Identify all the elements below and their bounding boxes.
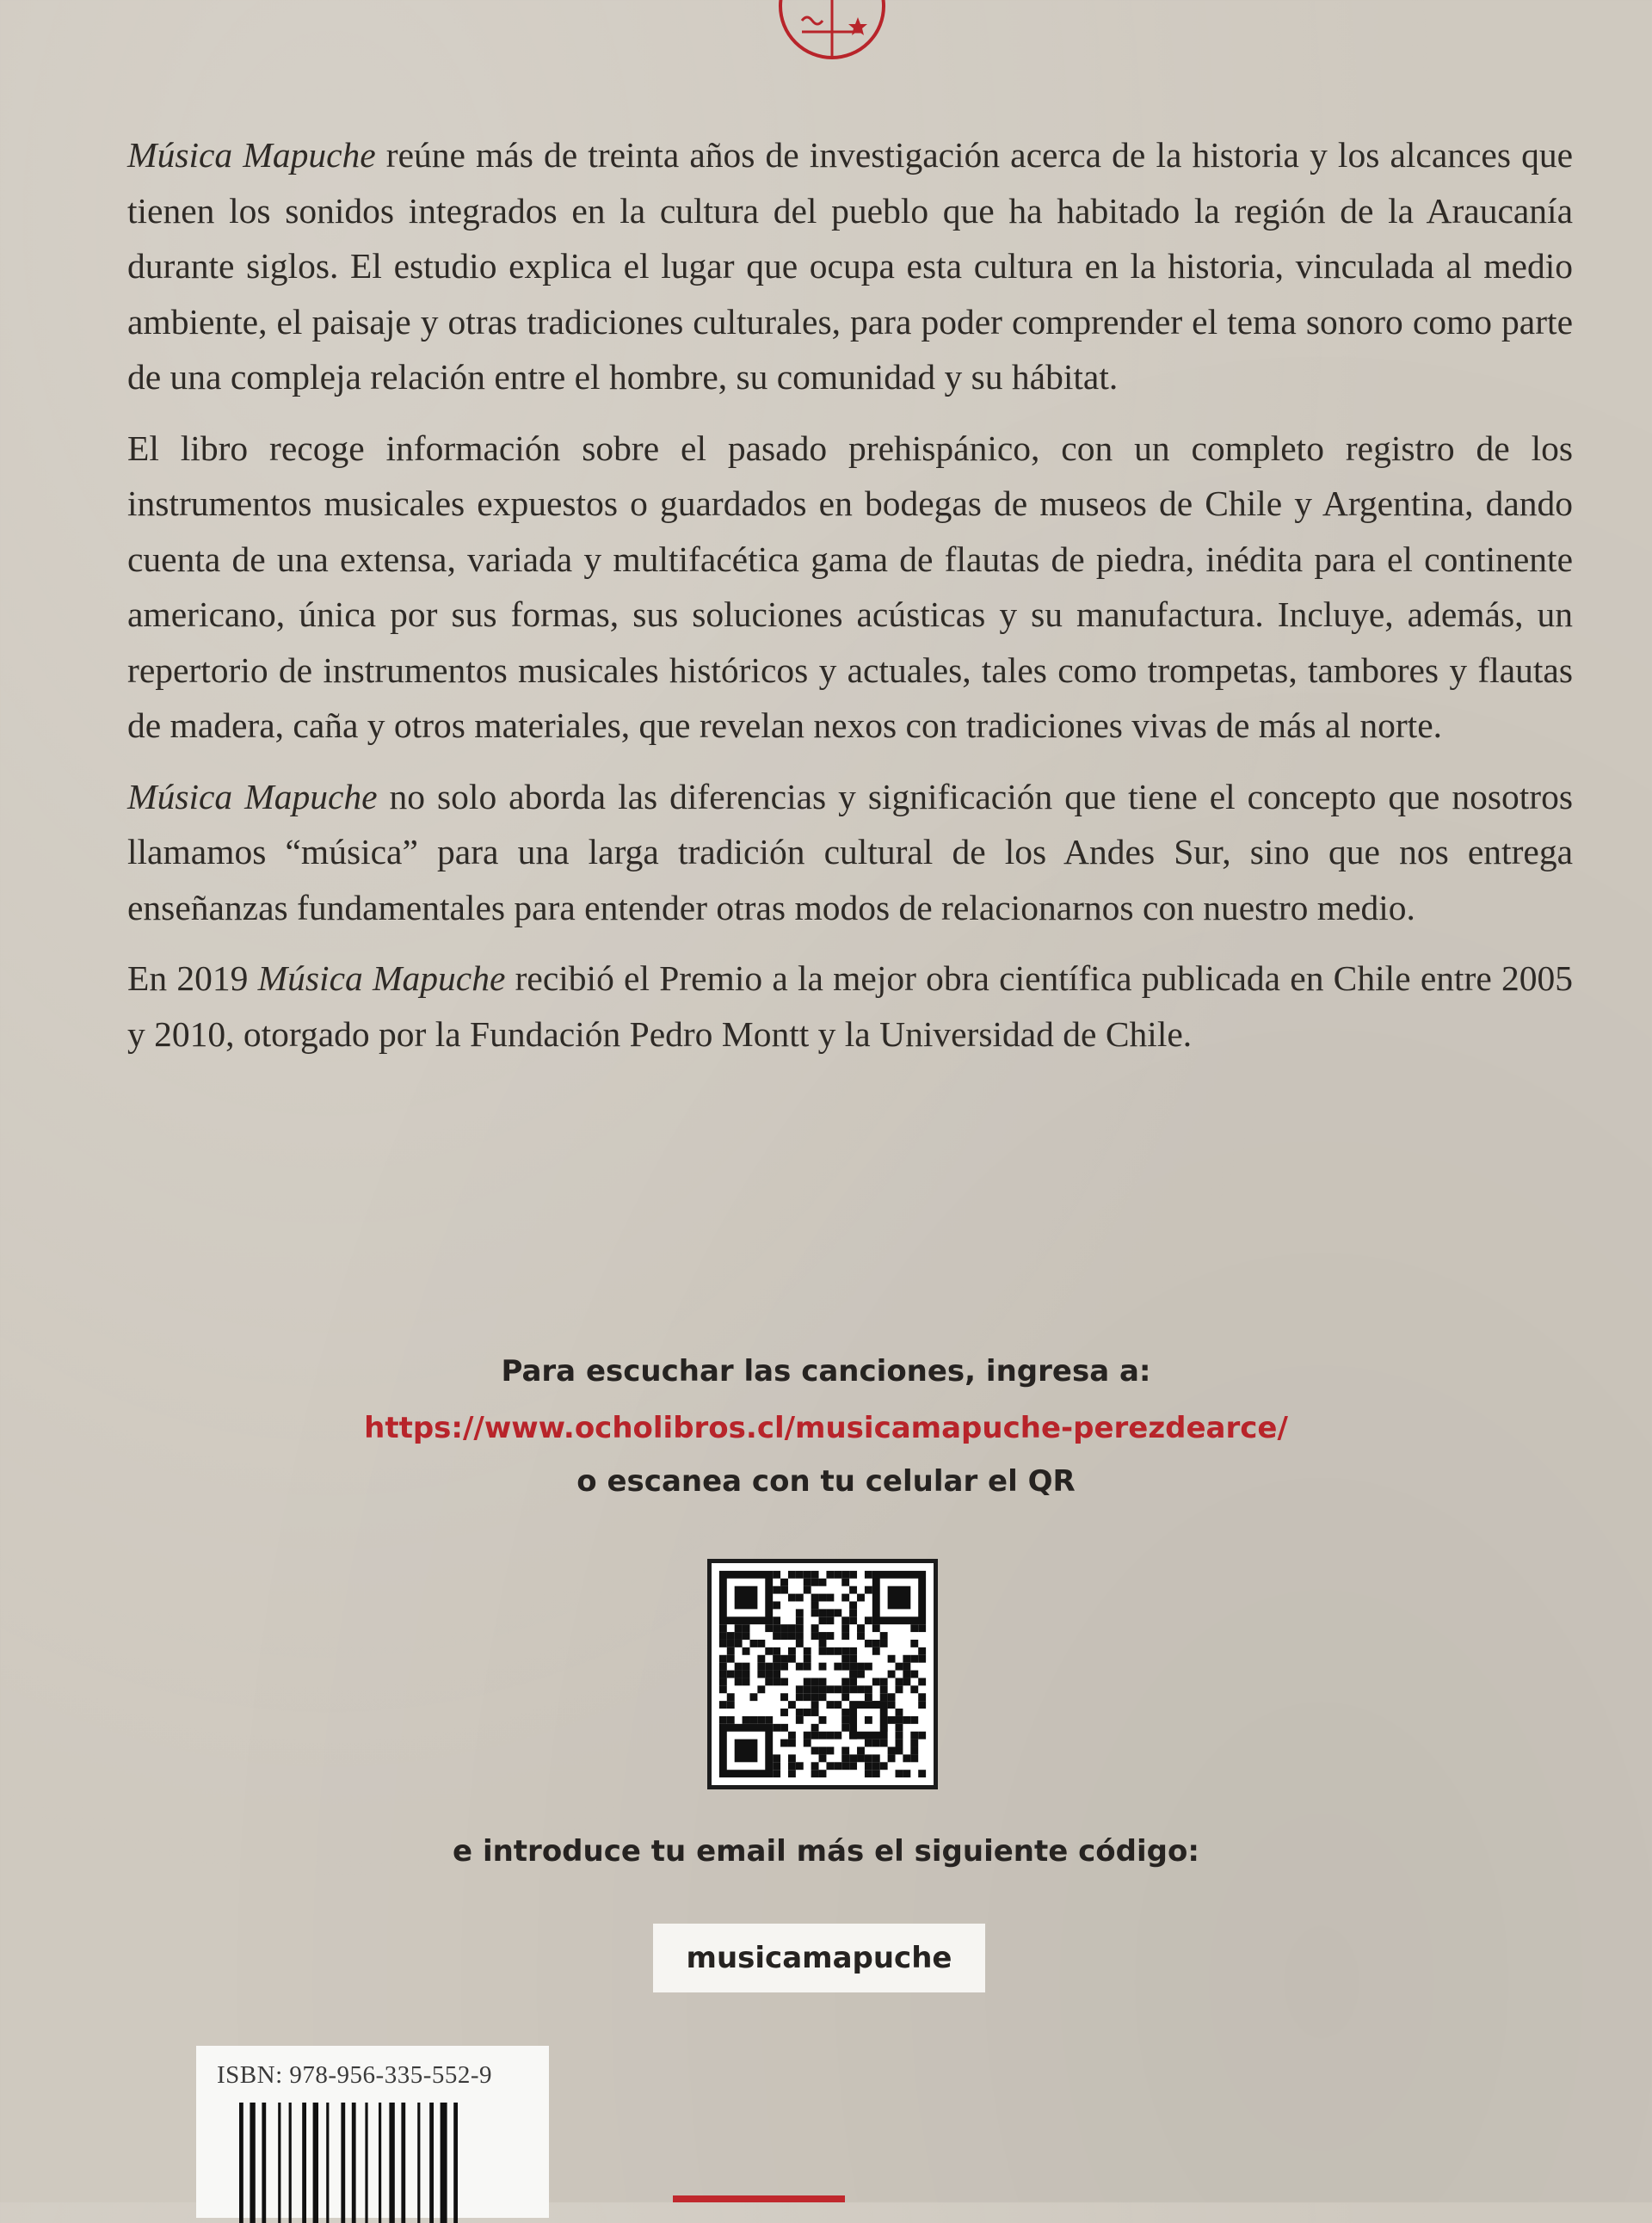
red-circular-emblem-icon [776,0,888,62]
listen-instruction: Para escuchar las canciones, ingresa a: [501,1354,1151,1389]
barcode [239,2103,515,2223]
book-title: Música Mapuche [257,958,506,998]
isbn-number: ISBN: 978-956-335-552-9 [217,2061,493,2089]
paragraph-prefix: En 2019 [127,958,258,998]
paragraph-text: El libro recoge información sobre el pasado prehispánico, con un completo registro de los instrumentos musicales expuestos o guardados en bodegas de museos de Chile y Argentina, dando cuenta de una extensa, variada y multifacética gama de flautas de piedra, inédita para el continente americano, única por sus formas, sus soluciones acústicas y su manufactura. Incluye, además, un repertorio de instrumentos musicales históricos y actuales, tales como trompetas, tambores y flautas de madera, caña y otros materiales, que revelan nexos con tradiciones vivas de más al norte. [127,428,1573,745]
book-title: Música Mapuche [127,135,376,175]
qr-code[interactable] [707,1559,938,1789]
paragraph-4 [127,951,1573,1062]
red-strip [673,2195,845,2202]
paragraph-text: recibió el Premio a la mejor obra científica publicada en Chile entre 2005 y 2010, otorgado por la Fundación Pedro Montt y la Universidad de Chile. [127,958,1573,1054]
isbn-sticker [196,2046,549,2218]
code-instruction: e introduce tu email más el siguiente código: [453,1834,1199,1869]
scan-instruction: o escanea con tu celular el QR [576,1464,1076,1499]
description-text [127,127,1573,1077]
paragraph-2 [127,421,1573,754]
book-title: Música Mapuche [127,776,378,816]
paragraph-1 [127,127,1573,405]
paragraph-text: no solo aborda las diferencias y significación que tiene el concepto que nosotros llamamos “música” para una larga tradición cultural de los Andes Sur, sino que nos entrega enseñanzas fundamentales para entender otras modos de relacionarnos con nuestro medio. [127,776,1573,927]
paragraph-3 [127,769,1573,936]
paragraph-text: reúne más de treinta años de investigación acerca de la historia y los alcances que tienen los sonidos integrados en la cultura del pueblo que ha habitado la región de la Araucanía durante siglos. El estudio explica el lugar que ocupa esta cultura en la historia, vinculada al medio ambiente, el paisaje y otras tradiciones culturales, para poder comprender el tema sonoro como parte de una compleja relación entre el hombre, su comunidad y su hábitat. [127,135,1573,397]
access-code-label: musicamapuche [653,1924,985,1992]
qr-code-graphic [712,1563,934,1785]
songs-url-link[interactable]: https://www.ocholibros.cl/musicamapuche-perezdearce/ [364,1411,1288,1445]
